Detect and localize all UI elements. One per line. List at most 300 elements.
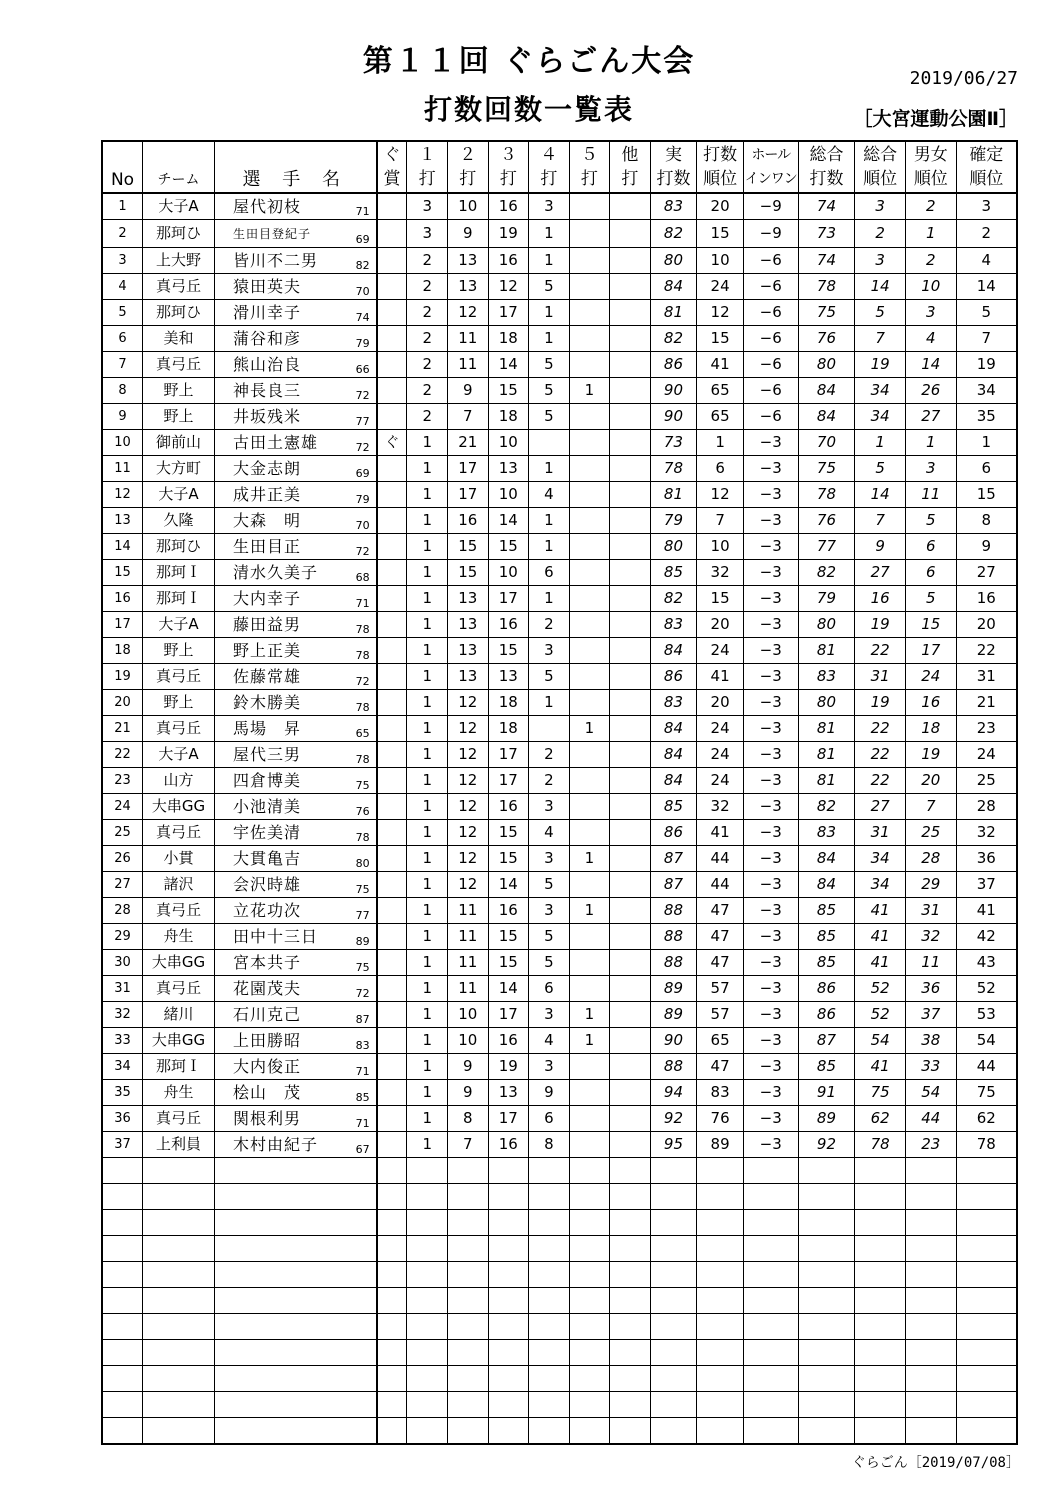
cell-name — [214, 950, 376, 976]
cell-act: 94 — [650, 1080, 697, 1106]
cell-final — [956, 1210, 1017, 1236]
cell-rank: 1 — [697, 430, 744, 456]
cell-final: 75 — [956, 1080, 1017, 1106]
table-row — [102, 612, 1017, 638]
cell-h5 — [569, 1366, 610, 1392]
cell-name — [214, 1340, 376, 1366]
cell-h5 — [569, 1080, 610, 1106]
cell-name — [214, 924, 376, 950]
cell-name — [214, 1080, 376, 1106]
cell-h4 — [529, 1184, 570, 1210]
cell-oth — [610, 1184, 651, 1210]
cell-hio — [743, 1210, 798, 1236]
table-row — [102, 1392, 1017, 1418]
cell-no: 31 — [102, 976, 143, 1002]
cell-team: 野上 — [143, 404, 215, 430]
cell-team: 真弓丘 — [143, 352, 215, 378]
cell-total: 79 — [798, 586, 855, 612]
col-total: 総合 打数 — [798, 141, 855, 193]
cell-total: 76 — [798, 508, 855, 534]
cell-h2: 11 — [448, 924, 489, 950]
cell-h1 — [407, 1158, 448, 1184]
player-age: 72 — [355, 441, 370, 454]
cell-h5 — [569, 1288, 610, 1314]
cell-trank — [855, 1340, 906, 1366]
cell-gu — [377, 1158, 407, 1184]
cell-grank: 37 — [905, 1002, 956, 1028]
cell-no: 6 — [102, 326, 143, 352]
cell-h1 — [407, 1236, 448, 1262]
cell-h2: 9 — [448, 378, 489, 404]
table-row — [102, 1262, 1017, 1288]
cell-total — [798, 1184, 855, 1210]
cell-h4 — [529, 430, 570, 456]
player-age: 74 — [355, 311, 370, 324]
cell-hio: −3 — [743, 794, 798, 820]
venue-label: ［大宮運動公園Ⅱ］ — [853, 108, 1018, 130]
cell-gu — [377, 1210, 407, 1236]
player-age: 69 — [355, 467, 370, 480]
cell-act: 88 — [650, 950, 697, 976]
cell-final — [956, 1314, 1017, 1340]
cell-h2: 13 — [448, 638, 489, 664]
cell-total — [798, 1158, 855, 1184]
cell-grank — [905, 1340, 956, 1366]
cell-oth — [610, 612, 651, 638]
player-age: 79 — [355, 493, 370, 506]
cell-act: 86 — [650, 820, 697, 846]
cell-h5 — [569, 508, 610, 534]
cell-h5 — [569, 1392, 610, 1418]
cell-h1: 1 — [407, 482, 448, 508]
cell-h4 — [529, 1262, 570, 1288]
cell-h3: 19 — [488, 220, 529, 248]
cell-trank: 19 — [855, 690, 906, 716]
cell-grank — [905, 1314, 956, 1340]
cell-name — [214, 664, 376, 690]
cell-name — [214, 846, 376, 872]
cell-final: 2 — [956, 220, 1017, 248]
cell-gu — [377, 1418, 407, 1445]
cell-h3: 10 — [488, 430, 529, 456]
cell-h4: 1 — [529, 300, 570, 326]
cell-hio: −3 — [743, 1080, 798, 1106]
cell-h4: 2 — [529, 768, 570, 794]
cell-no — [102, 1236, 143, 1262]
cell-rank — [697, 1392, 744, 1418]
cell-h5 — [569, 742, 610, 768]
cell-no — [102, 1184, 143, 1210]
cell-h3: 15 — [488, 950, 529, 976]
cell-h1: 2 — [407, 248, 448, 274]
cell-h2: 17 — [448, 456, 489, 482]
cell-total: 86 — [798, 976, 855, 1002]
cell-no: 26 — [102, 846, 143, 872]
cell-h1: 1 — [407, 1002, 448, 1028]
cell-name — [214, 456, 376, 482]
cell-trank: 41 — [855, 898, 906, 924]
cell-total: 76 — [798, 326, 855, 352]
cell-gu — [377, 976, 407, 1002]
cell-team — [143, 1288, 215, 1314]
cell-hio — [743, 1236, 798, 1262]
cell-h2: 12 — [448, 768, 489, 794]
cell-total: 74 — [798, 193, 855, 220]
table-row — [102, 820, 1017, 846]
cell-team — [143, 1418, 215, 1445]
cell-grank: 27 — [905, 404, 956, 430]
player-age: 67 — [355, 1143, 370, 1156]
cell-act: 80 — [650, 534, 697, 560]
cell-hio: −3 — [743, 1132, 798, 1158]
cell-act: 87 — [650, 846, 697, 872]
table-row — [102, 898, 1017, 924]
cell-rank: 57 — [697, 1002, 744, 1028]
cell-name — [214, 898, 376, 924]
cell-oth — [610, 378, 651, 404]
col-hit2: ２ 打 — [448, 141, 489, 193]
cell-name — [214, 1132, 376, 1158]
player-age: 68 — [355, 571, 370, 584]
cell-h1: 1 — [407, 716, 448, 742]
cell-h3: 17 — [488, 768, 529, 794]
player-name: 井坂残米 — [232, 407, 301, 426]
cell-team: 上利員 — [143, 1132, 215, 1158]
cell-h3: 15 — [488, 638, 529, 664]
table-row — [102, 1340, 1017, 1366]
cell-final: 27 — [956, 560, 1017, 586]
cell-h4: 3 — [529, 794, 570, 820]
cell-no: 35 — [102, 1080, 143, 1106]
cell-no: 15 — [102, 560, 143, 586]
cell-h3: 17 — [488, 300, 529, 326]
cell-rank — [697, 1158, 744, 1184]
cell-no: 14 — [102, 534, 143, 560]
cell-h4: 5 — [529, 378, 570, 404]
cell-h2: 11 — [448, 326, 489, 352]
cell-total: 73 — [798, 220, 855, 248]
cell-final: 21 — [956, 690, 1017, 716]
cell-h1: 2 — [407, 326, 448, 352]
cell-rank: 15 — [697, 326, 744, 352]
cell-h3 — [488, 1340, 529, 1366]
cell-act — [650, 1184, 697, 1210]
cell-trank: 22 — [855, 742, 906, 768]
player-name: 佐藤常雄 — [232, 667, 301, 686]
cell-team: 那珂Ｉ — [143, 560, 215, 586]
player-age: 71 — [355, 1117, 370, 1130]
cell-trank — [855, 1210, 906, 1236]
table-row — [102, 716, 1017, 742]
cell-hio: −6 — [743, 326, 798, 352]
cell-rank: 10 — [697, 534, 744, 560]
cell-h3: 16 — [488, 248, 529, 274]
player-name: 上田勝昭 — [232, 1031, 301, 1050]
player-age: 78 — [355, 753, 370, 766]
table-row — [102, 976, 1017, 1002]
cell-act: 84 — [650, 768, 697, 794]
cell-h4 — [529, 1340, 570, 1366]
cell-h1: 1 — [407, 534, 448, 560]
cell-hio — [743, 1158, 798, 1184]
cell-grank: 6 — [905, 534, 956, 560]
cell-gu — [377, 1054, 407, 1080]
cell-h5: 1 — [569, 716, 610, 742]
cell-rank: 20 — [697, 690, 744, 716]
cell-h3: 15 — [488, 846, 529, 872]
cell-team — [143, 1158, 215, 1184]
cell-h2 — [448, 1392, 489, 1418]
cell-trank — [855, 1418, 906, 1445]
cell-trank: 2 — [855, 220, 906, 248]
col-hole-in-one: ホール インワン — [743, 141, 798, 193]
cell-total — [798, 1288, 855, 1314]
cell-total: 85 — [798, 950, 855, 976]
cell-team: 那珂Ｉ — [143, 586, 215, 612]
cell-final: 52 — [956, 976, 1017, 1002]
cell-hio: −6 — [743, 404, 798, 430]
cell-trank: 19 — [855, 612, 906, 638]
cell-team: 大串GG — [143, 794, 215, 820]
cell-no: 28 — [102, 898, 143, 924]
cell-total: 78 — [798, 274, 855, 300]
cell-gu — [377, 872, 407, 898]
cell-name — [214, 1054, 376, 1080]
cell-rank: 41 — [697, 820, 744, 846]
cell-team — [143, 1366, 215, 1392]
cell-h4 — [529, 1236, 570, 1262]
player-name: 猿田英夫 — [232, 277, 301, 296]
cell-total — [798, 1210, 855, 1236]
table-row — [102, 950, 1017, 976]
cell-total: 75 — [798, 456, 855, 482]
player-name: 藤田益男 — [232, 615, 301, 634]
cell-grank: 18 — [905, 716, 956, 742]
table-row — [102, 456, 1017, 482]
cell-h1: 1 — [407, 898, 448, 924]
cell-grank — [905, 1210, 956, 1236]
table-row — [102, 690, 1017, 716]
cell-h1: 1 — [407, 950, 448, 976]
cell-no — [102, 1288, 143, 1314]
cell-team: 那珂ひ — [143, 220, 215, 248]
cell-total: 85 — [798, 924, 855, 950]
player-name: 屋代初枝 — [232, 197, 301, 216]
cell-h2: 12 — [448, 742, 489, 768]
cell-final: 19 — [956, 352, 1017, 378]
table-row — [102, 742, 1017, 768]
cell-oth — [610, 1158, 651, 1184]
col-hit4: ４ 打 — [529, 141, 570, 193]
cell-oth — [610, 1132, 651, 1158]
cell-team: 山方 — [143, 768, 215, 794]
cell-act: 86 — [650, 664, 697, 690]
cell-name — [214, 508, 376, 534]
cell-h4: 6 — [529, 1106, 570, 1132]
cell-h1: 1 — [407, 1080, 448, 1106]
cell-oth — [610, 430, 651, 456]
cell-final: 8 — [956, 508, 1017, 534]
cell-oth — [610, 534, 651, 560]
cell-trank — [855, 1184, 906, 1210]
cell-name — [214, 1314, 376, 1340]
player-age: 76 — [355, 805, 370, 818]
player-name: 関根利男 — [232, 1109, 301, 1128]
cell-hio: −6 — [743, 300, 798, 326]
cell-h1 — [407, 1262, 448, 1288]
cell-h4 — [529, 1366, 570, 1392]
cell-oth — [610, 404, 651, 430]
cell-h5 — [569, 1262, 610, 1288]
player-name: 宇佐美清 — [232, 823, 301, 842]
cell-hio: −3 — [743, 664, 798, 690]
player-age: 75 — [355, 779, 370, 792]
player-age: 78 — [355, 831, 370, 844]
cell-team — [143, 1236, 215, 1262]
cell-h4 — [529, 1314, 570, 1340]
cell-hio: −3 — [743, 1028, 798, 1054]
cell-name — [214, 638, 376, 664]
cell-no: 30 — [102, 950, 143, 976]
cell-h1: 1 — [407, 430, 448, 456]
cell-h3: 13 — [488, 664, 529, 690]
cell-h1: 1 — [407, 872, 448, 898]
cell-gu — [377, 1288, 407, 1314]
cell-hio: −6 — [743, 274, 798, 300]
cell-h3: 10 — [488, 482, 529, 508]
cell-team: 美和 — [143, 326, 215, 352]
table-row — [102, 560, 1017, 586]
cell-grank — [905, 1184, 956, 1210]
cell-trank: 41 — [855, 924, 906, 950]
cell-h2: 7 — [448, 404, 489, 430]
cell-act: 90 — [650, 378, 697, 404]
col-gu: ぐ 賞 — [377, 141, 407, 193]
cell-h5 — [569, 456, 610, 482]
cell-h4: 5 — [529, 352, 570, 378]
cell-h5 — [569, 1340, 610, 1366]
cell-gu — [377, 352, 407, 378]
cell-rank: 65 — [697, 1028, 744, 1054]
table-row — [102, 1158, 1017, 1184]
cell-no: 27 — [102, 872, 143, 898]
cell-team: 大串GG — [143, 1028, 215, 1054]
player-age: 65 — [355, 727, 370, 740]
cell-h2 — [448, 1262, 489, 1288]
cell-total: 89 — [798, 1106, 855, 1132]
cell-name — [214, 1392, 376, 1418]
cell-no — [102, 1210, 143, 1236]
cell-h5 — [569, 664, 610, 690]
cell-grank: 19 — [905, 742, 956, 768]
cell-gu — [377, 534, 407, 560]
cell-hio: −3 — [743, 638, 798, 664]
cell-name — [214, 300, 376, 326]
cell-h3 — [488, 1184, 529, 1210]
cell-team: 真弓丘 — [143, 716, 215, 742]
cell-oth — [610, 1340, 651, 1366]
col-name: 選 手 名 — [214, 141, 376, 193]
cell-gu — [377, 768, 407, 794]
cell-act: 84 — [650, 742, 697, 768]
cell-team: 御前山 — [143, 430, 215, 456]
cell-final: 34 — [956, 378, 1017, 404]
cell-h3: 16 — [488, 1028, 529, 1054]
page-title: 第１１回 ぐらごん大会 — [362, 44, 696, 79]
player-age: 70 — [355, 519, 370, 532]
cell-rank: 47 — [697, 898, 744, 924]
cell-final: 4 — [956, 248, 1017, 274]
cell-h5 — [569, 352, 610, 378]
cell-name — [214, 1158, 376, 1184]
cell-oth — [610, 1236, 651, 1262]
cell-gu — [377, 274, 407, 300]
cell-final: 78 — [956, 1132, 1017, 1158]
cell-oth — [610, 690, 651, 716]
cell-name — [214, 976, 376, 1002]
cell-act — [650, 1366, 697, 1392]
cell-h5 — [569, 430, 610, 456]
cell-trank — [855, 1288, 906, 1314]
player-age: 75 — [355, 961, 370, 974]
cell-total: 83 — [798, 664, 855, 690]
cell-grank — [905, 1262, 956, 1288]
cell-h5: 1 — [569, 1002, 610, 1028]
cell-h5 — [569, 1210, 610, 1236]
cell-oth — [610, 248, 651, 274]
cell-oth — [610, 560, 651, 586]
cell-act: 95 — [650, 1132, 697, 1158]
cell-rank — [697, 1418, 744, 1445]
cell-h2: 13 — [448, 612, 489, 638]
cell-act: 84 — [650, 638, 697, 664]
table-row — [102, 872, 1017, 898]
cell-rank: 32 — [697, 560, 744, 586]
cell-act: 83 — [650, 193, 697, 220]
cell-trank — [855, 1236, 906, 1262]
player-name: 滑川幸子 — [232, 303, 301, 322]
table-row — [102, 1002, 1017, 1028]
cell-h5 — [569, 1184, 610, 1210]
cell-gu — [377, 1184, 407, 1210]
cell-h4: 3 — [529, 1054, 570, 1080]
player-age: 78 — [355, 649, 370, 662]
cell-no — [102, 1314, 143, 1340]
cell-act: 78 — [650, 456, 697, 482]
cell-name — [214, 820, 376, 846]
cell-gu — [377, 638, 407, 664]
cell-hio: −3 — [743, 872, 798, 898]
cell-team: 大子A — [143, 612, 215, 638]
cell-oth — [610, 1002, 651, 1028]
cell-oth — [610, 794, 651, 820]
cell-gu — [377, 482, 407, 508]
player-age: 83 — [355, 1039, 370, 1052]
cell-h1: 1 — [407, 560, 448, 586]
cell-trank: 22 — [855, 638, 906, 664]
cell-no: 5 — [102, 300, 143, 326]
cell-gu — [377, 1106, 407, 1132]
score-table — [101, 140, 1018, 1445]
cell-hio: −3 — [743, 768, 798, 794]
cell-name — [214, 404, 376, 430]
table-row — [102, 326, 1017, 352]
cell-no: 10 — [102, 430, 143, 456]
cell-gu — [377, 300, 407, 326]
col-other: 他 打 — [610, 141, 651, 193]
cell-grank: 54 — [905, 1080, 956, 1106]
table-body — [102, 193, 1017, 1444]
